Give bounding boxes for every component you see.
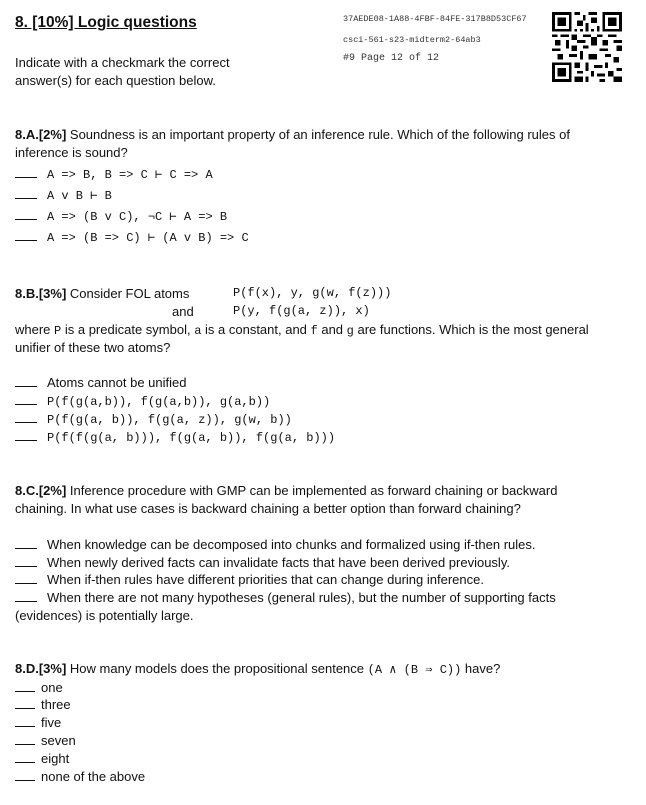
question-8b-option-4[interactable] [15, 429, 335, 445]
fol-atom-1: P(f(x), y, g(w, f(z))) [233, 286, 392, 300]
question-8a-option-3[interactable] [15, 208, 227, 224]
symbol-a: a [194, 324, 202, 338]
answer-blank[interactable] [15, 430, 37, 441]
option-text: seven [41, 733, 76, 748]
question-8d-text-2: have? [461, 661, 501, 676]
question-8a-option-4[interactable] [15, 229, 249, 245]
question-8c-option-1[interactable] [15, 537, 536, 552]
answer-blank[interactable] [15, 752, 35, 763]
answer-blank[interactable] [15, 591, 37, 602]
document-id: 37AEDE08-1A88-4FBF-84FE-317B8D53CF67 [343, 14, 527, 24]
question-8c-line-1 [15, 483, 557, 498]
option-text: A v B ⊢ B [47, 189, 112, 203]
question-8a-text-2: inference is sound? [15, 145, 128, 160]
option-text: none of the above [41, 769, 146, 784]
question-8d-option-4[interactable] [15, 733, 76, 748]
answer-blank[interactable] [15, 412, 37, 423]
question-8c-option-4-continued: (evidences) is potentially large. [15, 608, 194, 623]
option-text: Atoms cannot be unified [47, 375, 187, 390]
where-text: where [15, 322, 51, 337]
answer-blank[interactable] [15, 770, 35, 781]
option-text: P(f(g(a,b)), f(g(a,b)), g(a,b)) [47, 395, 271, 409]
qr-code-icon [552, 11, 622, 83]
question-8a-text-1: Soundness is an important property of an inference rule. Which of the following rules of [66, 127, 570, 142]
option-text: three [41, 697, 71, 712]
question-8b-consider: Consider FOL atoms [66, 286, 190, 301]
question-8a-option-2[interactable] [15, 187, 112, 203]
symbol-p: P [54, 324, 62, 338]
answer-blank[interactable] [15, 716, 35, 727]
answer-blank[interactable] [15, 167, 37, 178]
answer-blank[interactable] [15, 376, 37, 387]
answer-blank[interactable] [15, 698, 35, 709]
option-text: When newly derived facts can invalidate facts that have been derived previously. [47, 555, 510, 570]
question-8c-label: 8.C.[2%] [15, 483, 67, 498]
question-8d-option-5[interactable] [15, 751, 69, 766]
question-8b-label: 8.B.[3%] [15, 286, 67, 301]
question-8d-option-6[interactable] [15, 769, 145, 784]
section-title: 8. [10%] Logic questions [15, 14, 197, 31]
option-text: A => (B => C) ⊢ (A v B) => C [47, 231, 249, 245]
text-part-1: is a predicate symbol, [61, 322, 195, 337]
question-8d-option-1[interactable] [15, 680, 63, 695]
question-8c-option-3[interactable] [15, 572, 484, 587]
question-8d-option-2[interactable] [15, 697, 71, 712]
option-text: When knowledge can be decomposed into chunks and formalized using if-then rules. [47, 537, 536, 552]
question-8d-line-1 [15, 661, 500, 677]
question-8c-text-2: chaining. In what use cases is backward chaining a better option than forward chaining? [15, 501, 521, 516]
answer-blank[interactable] [15, 734, 35, 745]
option-text: When if-then rules have different priorities that can change during inference. [47, 572, 484, 587]
page-number: #9 Page 12 of 12 [343, 53, 440, 64]
question-8b-option-1[interactable] [15, 375, 186, 390]
answer-blank[interactable] [15, 188, 37, 199]
option-text: A => B, B => C ⊢ C => A [47, 168, 213, 182]
question-8b-option-3[interactable] [15, 411, 292, 427]
question-8b-text-2: unifier of these two atoms? [15, 340, 171, 355]
question-8a-line-1 [15, 127, 570, 142]
option-text: one [41, 680, 63, 695]
answer-blank[interactable] [15, 209, 37, 220]
question-8b-text-1 [15, 322, 589, 338]
option-text: P(f(g(a, b)), f(g(a, z)), g(w, b)) [47, 413, 292, 427]
option-text: eight [41, 751, 70, 766]
answer-blank[interactable] [15, 538, 37, 549]
option-text: A => (B v C), ¬C ⊢ A => B [47, 210, 228, 224]
question-8d-text-1: How many models does the propositional sentence [66, 661, 368, 676]
instructions-line-2: answer(s) for each question below. [15, 73, 216, 88]
text-part-2: is a constant, and [201, 322, 311, 337]
question-8b-option-2[interactable] [15, 393, 270, 409]
question-8d-option-3[interactable] [15, 715, 61, 730]
question-8b-line-1 [15, 286, 189, 301]
question-8c-option-2[interactable] [15, 555, 510, 570]
text-part-3: and [317, 322, 347, 337]
option-text: When there are not many hypotheses (general rules), but the number of supporting facts [47, 590, 556, 605]
option-text: five [41, 715, 62, 730]
answer-blank[interactable] [15, 230, 37, 241]
question-8c-option-4[interactable] [15, 590, 556, 605]
symbol-f: f [310, 324, 318, 338]
answer-blank[interactable] [15, 573, 37, 584]
course-id: csci-561-s23-midterm2-64ab3 [343, 35, 481, 45]
answer-blank[interactable] [15, 681, 35, 692]
option-text: P(f(f(g(a, b))), f(g(a, b)), f(g(a, b))) [47, 431, 336, 445]
question-8d-label: 8.D.[3%] [15, 661, 67, 676]
propositional-formula: (A ∧ (B ⇒ C)) [367, 663, 462, 677]
fol-atom-2: P(y, f(g(a, z)), x) [233, 304, 370, 318]
and-label: and [172, 304, 194, 319]
symbol-g: g [346, 324, 354, 338]
question-8a-option-1[interactable] [15, 166, 213, 182]
question-8c-text-1: Inference procedure with GMP can be implemented as forward chaining or backward [66, 483, 558, 498]
instructions-line-1: Indicate with a checkmark the correct [15, 55, 230, 70]
answer-blank[interactable] [15, 556, 37, 567]
question-8a-label: 8.A.[2%] [15, 127, 67, 142]
text-part-4: are functions. Which is the most general [353, 322, 589, 337]
answer-blank[interactable] [15, 394, 37, 405]
